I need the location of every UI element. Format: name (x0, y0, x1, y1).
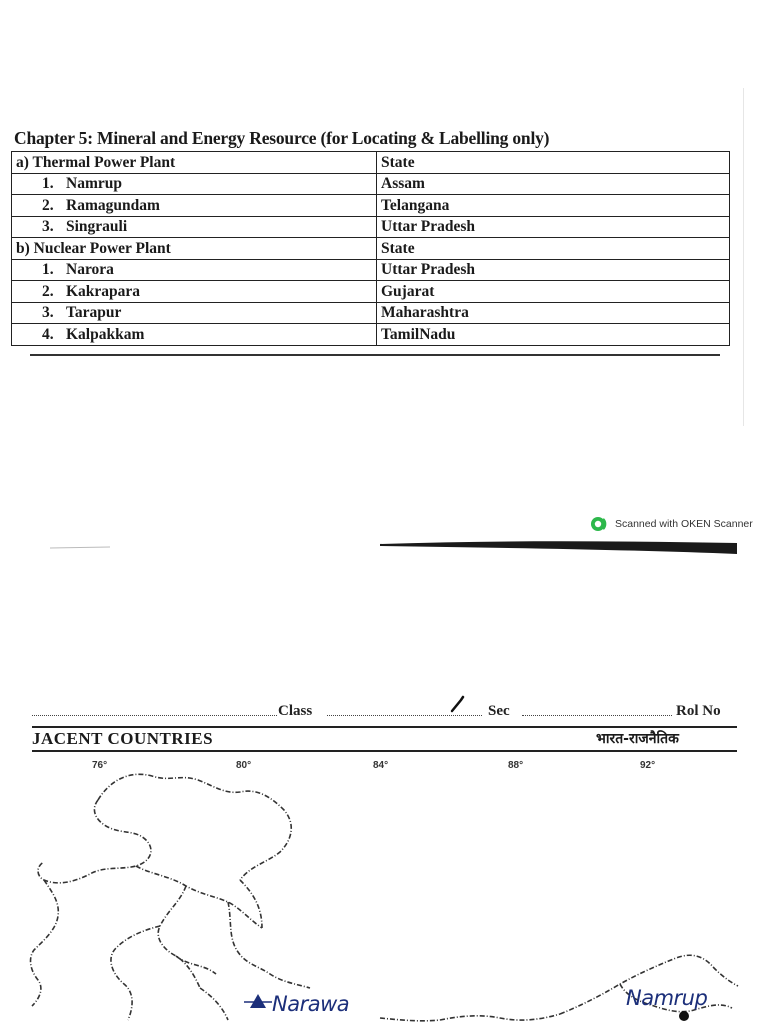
name-blank (32, 715, 277, 716)
header-rule-top (32, 726, 737, 728)
plant-name: Namrup (66, 175, 122, 193)
scanner-text: Scanned with OKEN Scanner (615, 518, 753, 530)
map-title-hindi: भारत-राजनैतिक (596, 731, 679, 747)
class-label: Class (278, 703, 313, 719)
row-number: 2. (42, 282, 54, 300)
plant-name: Ramagundam (66, 196, 160, 214)
scan-smear (0, 536, 768, 562)
plant-name: Singrauli (66, 218, 128, 236)
thermal-header: a) Thermal Power Plant (12, 152, 377, 174)
table-row (12, 302, 730, 324)
nuclear-header: b) Nuclear Power Plant (12, 238, 377, 260)
page-edge (743, 88, 744, 426)
plant-state: Uttar Pradesh (377, 216, 730, 238)
longitude-label: 84° (373, 760, 389, 771)
chapter-heading: Chapter 5: Mineral and Energy Resource (for Locating & Labelling only) (14, 128, 550, 148)
class-blank (327, 715, 482, 716)
row-number: 3. (42, 304, 54, 322)
plant-name: Kalpakkam (66, 325, 145, 343)
plant-state: Telangana (377, 195, 730, 217)
plant-state: Assam (377, 173, 730, 195)
longitude-label: 88° (508, 760, 524, 771)
power-plant-table (11, 151, 730, 346)
row-number: 3. (42, 218, 54, 236)
longitude-label: 92° (640, 760, 656, 771)
plant-name: Tarapur (66, 304, 122, 322)
table-underline (30, 354, 720, 356)
table-section-header (12, 238, 730, 260)
table-row (12, 324, 730, 346)
table-row (12, 173, 730, 195)
pen-mark-icon (449, 695, 469, 715)
state-header: State (377, 238, 730, 260)
state-header: State (377, 152, 730, 174)
handwritten-namrup: Namrup (626, 986, 708, 1010)
table-row (12, 216, 730, 238)
roll-label: Rol No (676, 703, 721, 719)
handwritten-narora: Narawa (272, 992, 350, 1016)
scanner-watermark (590, 516, 753, 532)
header-rule-bottom (32, 750, 737, 752)
plant-state: Gujarat (377, 281, 730, 303)
row-number: 1. (42, 261, 54, 279)
map-title: JACENT COUNTRIES (32, 729, 214, 748)
plant-state: Uttar Pradesh (377, 259, 730, 281)
sec-label: Sec (488, 703, 510, 719)
plant-state: Maharashtra (377, 302, 730, 324)
namrup-dot-icon (679, 1011, 689, 1021)
plant-name: Kakrapara (66, 282, 141, 300)
longitude-label: 76° (92, 760, 108, 771)
plant-state: TamilNadu (377, 324, 730, 346)
row-number: 2. (42, 196, 54, 214)
table-row (12, 259, 730, 281)
narora-triangle-icon (250, 994, 266, 1008)
longitude-label: 80° (236, 760, 252, 771)
plant-name: Narora (66, 261, 114, 279)
table-row (12, 281, 730, 303)
table-section-header (12, 152, 730, 174)
scanner-logo-icon (590, 516, 610, 532)
sec-blank (522, 715, 672, 716)
student-info-line (32, 703, 737, 725)
row-number: 4. (42, 325, 54, 343)
row-number: 1. (42, 175, 54, 193)
table-row (12, 195, 730, 217)
